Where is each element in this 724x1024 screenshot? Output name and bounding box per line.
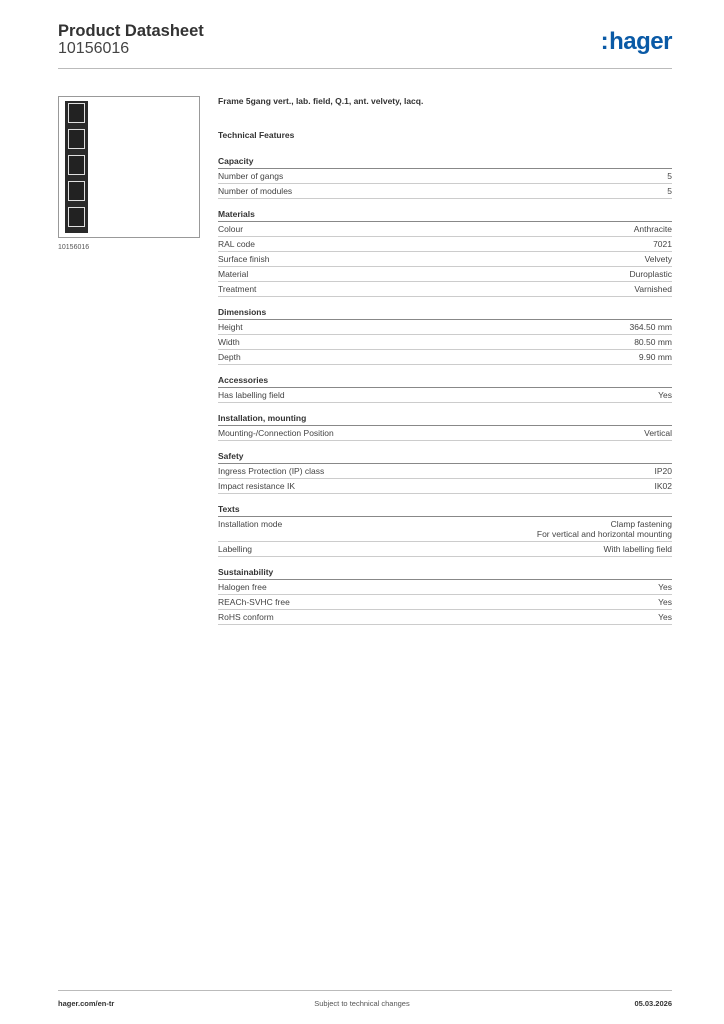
header-divider	[58, 68, 672, 69]
feature-value-line: Anthracite	[633, 224, 672, 234]
feature-row	[218, 335, 672, 350]
feature-value-line: IK02	[654, 481, 672, 491]
feature-row	[218, 580, 672, 595]
feature-value	[645, 254, 672, 264]
feature-value-line: 5	[667, 171, 672, 181]
feature-value-line: 364.50 mm	[629, 322, 672, 332]
section-sustainability	[218, 567, 672, 625]
section-texts	[218, 504, 672, 557]
hager-logo: :hager	[600, 28, 672, 55]
feature-row	[218, 517, 672, 542]
feature-label: Halogen free	[218, 582, 267, 592]
section-title: Dimensions	[218, 307, 672, 320]
feature-value-line: Yes	[658, 612, 672, 622]
feature-sections	[218, 156, 672, 625]
section-title: Sustainability	[218, 567, 672, 580]
section-title: Materials	[218, 209, 672, 222]
feature-row	[218, 222, 672, 237]
feature-value-line: 9.90 mm	[638, 352, 672, 362]
product-description: Frame 5gang vert., lab. field, Q.1, ant. velvety, lacq.	[218, 96, 424, 106]
image-caption: 10156016	[58, 244, 90, 251]
feature-label: Treatment	[218, 284, 257, 294]
datasheet-content	[218, 96, 672, 635]
feature-value-line: IP20	[654, 466, 672, 476]
technical-features-title: Technical Features	[218, 130, 295, 140]
feature-row	[218, 426, 672, 441]
section-title: Texts	[218, 504, 672, 517]
feature-value-line: With labelling field	[603, 544, 672, 554]
page-title: Product Datasheet	[58, 22, 204, 40]
feature-label: Has labelling field	[218, 390, 285, 400]
feature-label: Number of modules	[218, 186, 293, 196]
footer-note: Subject to technical changes	[314, 999, 410, 1008]
section-materials	[218, 209, 672, 297]
feature-value	[658, 582, 672, 592]
logo-text: hager	[609, 28, 672, 55]
feature-value	[634, 337, 672, 347]
feature-value-line: Yes	[658, 582, 672, 592]
feature-label: Depth	[218, 352, 241, 362]
feature-row	[218, 542, 672, 557]
feature-row	[218, 595, 672, 610]
feature-value	[629, 322, 672, 332]
feature-label: REACh-SVHC free	[218, 597, 290, 607]
feature-value-line: 80.50 mm	[634, 337, 672, 347]
feature-row	[218, 252, 672, 267]
feature-label: Labelling	[218, 544, 253, 554]
feature-label: Mounting-/Connection Position	[218, 428, 334, 438]
feature-label: Width	[218, 337, 240, 347]
frame-illustration	[65, 101, 88, 233]
feature-row	[218, 350, 672, 365]
product-number: 10156016	[58, 40, 130, 57]
feature-value-line: 5	[667, 186, 672, 196]
feature-value	[667, 186, 672, 196]
section-title: Accessories	[218, 375, 672, 388]
feature-value-line: Yes	[658, 597, 672, 607]
feature-row	[218, 610, 672, 625]
feature-value-line: Clamp fastening	[610, 519, 672, 529]
feature-label: Colour	[218, 224, 244, 234]
feature-value-line: Velvety	[644, 254, 672, 264]
feature-row	[218, 464, 672, 479]
feature-value-line: Vertical	[644, 428, 672, 438]
feature-value-line: For vertical and horizontal mounting	[536, 529, 672, 539]
feature-label: Height	[218, 322, 243, 332]
feature-label: Impact resistance IK	[218, 481, 296, 491]
frame-slot	[68, 129, 85, 149]
feature-value	[537, 519, 672, 539]
feature-value	[634, 224, 672, 234]
feature-value	[639, 352, 672, 362]
feature-value	[634, 284, 672, 294]
feature-value-line: Yes	[658, 390, 672, 400]
feature-value	[653, 239, 672, 249]
feature-value	[658, 612, 672, 622]
feature-label: Material	[218, 269, 249, 279]
feature-row	[218, 237, 672, 252]
section-capacity	[218, 156, 672, 199]
feature-row	[218, 479, 672, 494]
frame-slot	[68, 155, 85, 175]
feature-row	[218, 320, 672, 335]
product-image	[58, 96, 200, 238]
feature-value	[644, 428, 672, 438]
section-title: Safety	[218, 451, 672, 464]
feature-value	[655, 481, 673, 491]
feature-label: RAL code	[218, 239, 256, 249]
section-title: Installation, mounting	[218, 413, 672, 426]
footer-website[interactable]: hager.com/en-tr	[58, 999, 115, 1008]
feature-row	[218, 267, 672, 282]
feature-label: Surface finish	[218, 254, 270, 264]
section-dimensions	[218, 307, 672, 365]
section-safety	[218, 451, 672, 494]
section-installation-mounting	[218, 413, 672, 441]
feature-label: Installation mode	[218, 519, 283, 529]
feature-value	[629, 269, 672, 279]
feature-value	[667, 171, 672, 181]
feature-value-line: Varnished	[634, 284, 672, 294]
feature-value-line: Duroplastic	[629, 269, 672, 279]
feature-row	[218, 184, 672, 199]
feature-value	[655, 466, 673, 476]
feature-row	[218, 282, 672, 297]
frame-slot	[68, 207, 85, 227]
feature-value	[658, 597, 672, 607]
frame-slot	[68, 103, 85, 123]
feature-label: Ingress Protection (IP) class	[218, 466, 325, 476]
section-accessories	[218, 375, 672, 403]
feature-row	[218, 388, 672, 403]
feature-label: RoHS conform	[218, 612, 274, 622]
feature-value	[603, 544, 672, 554]
section-title: Capacity	[218, 156, 672, 169]
footer-date: 05.03.2026	[634, 999, 672, 1008]
footer-divider	[58, 990, 672, 991]
frame-slot	[68, 181, 85, 201]
feature-label: Number of gangs	[218, 171, 284, 181]
feature-value	[658, 390, 672, 400]
feature-row	[218, 169, 672, 184]
feature-value-line: 7021	[653, 239, 672, 249]
